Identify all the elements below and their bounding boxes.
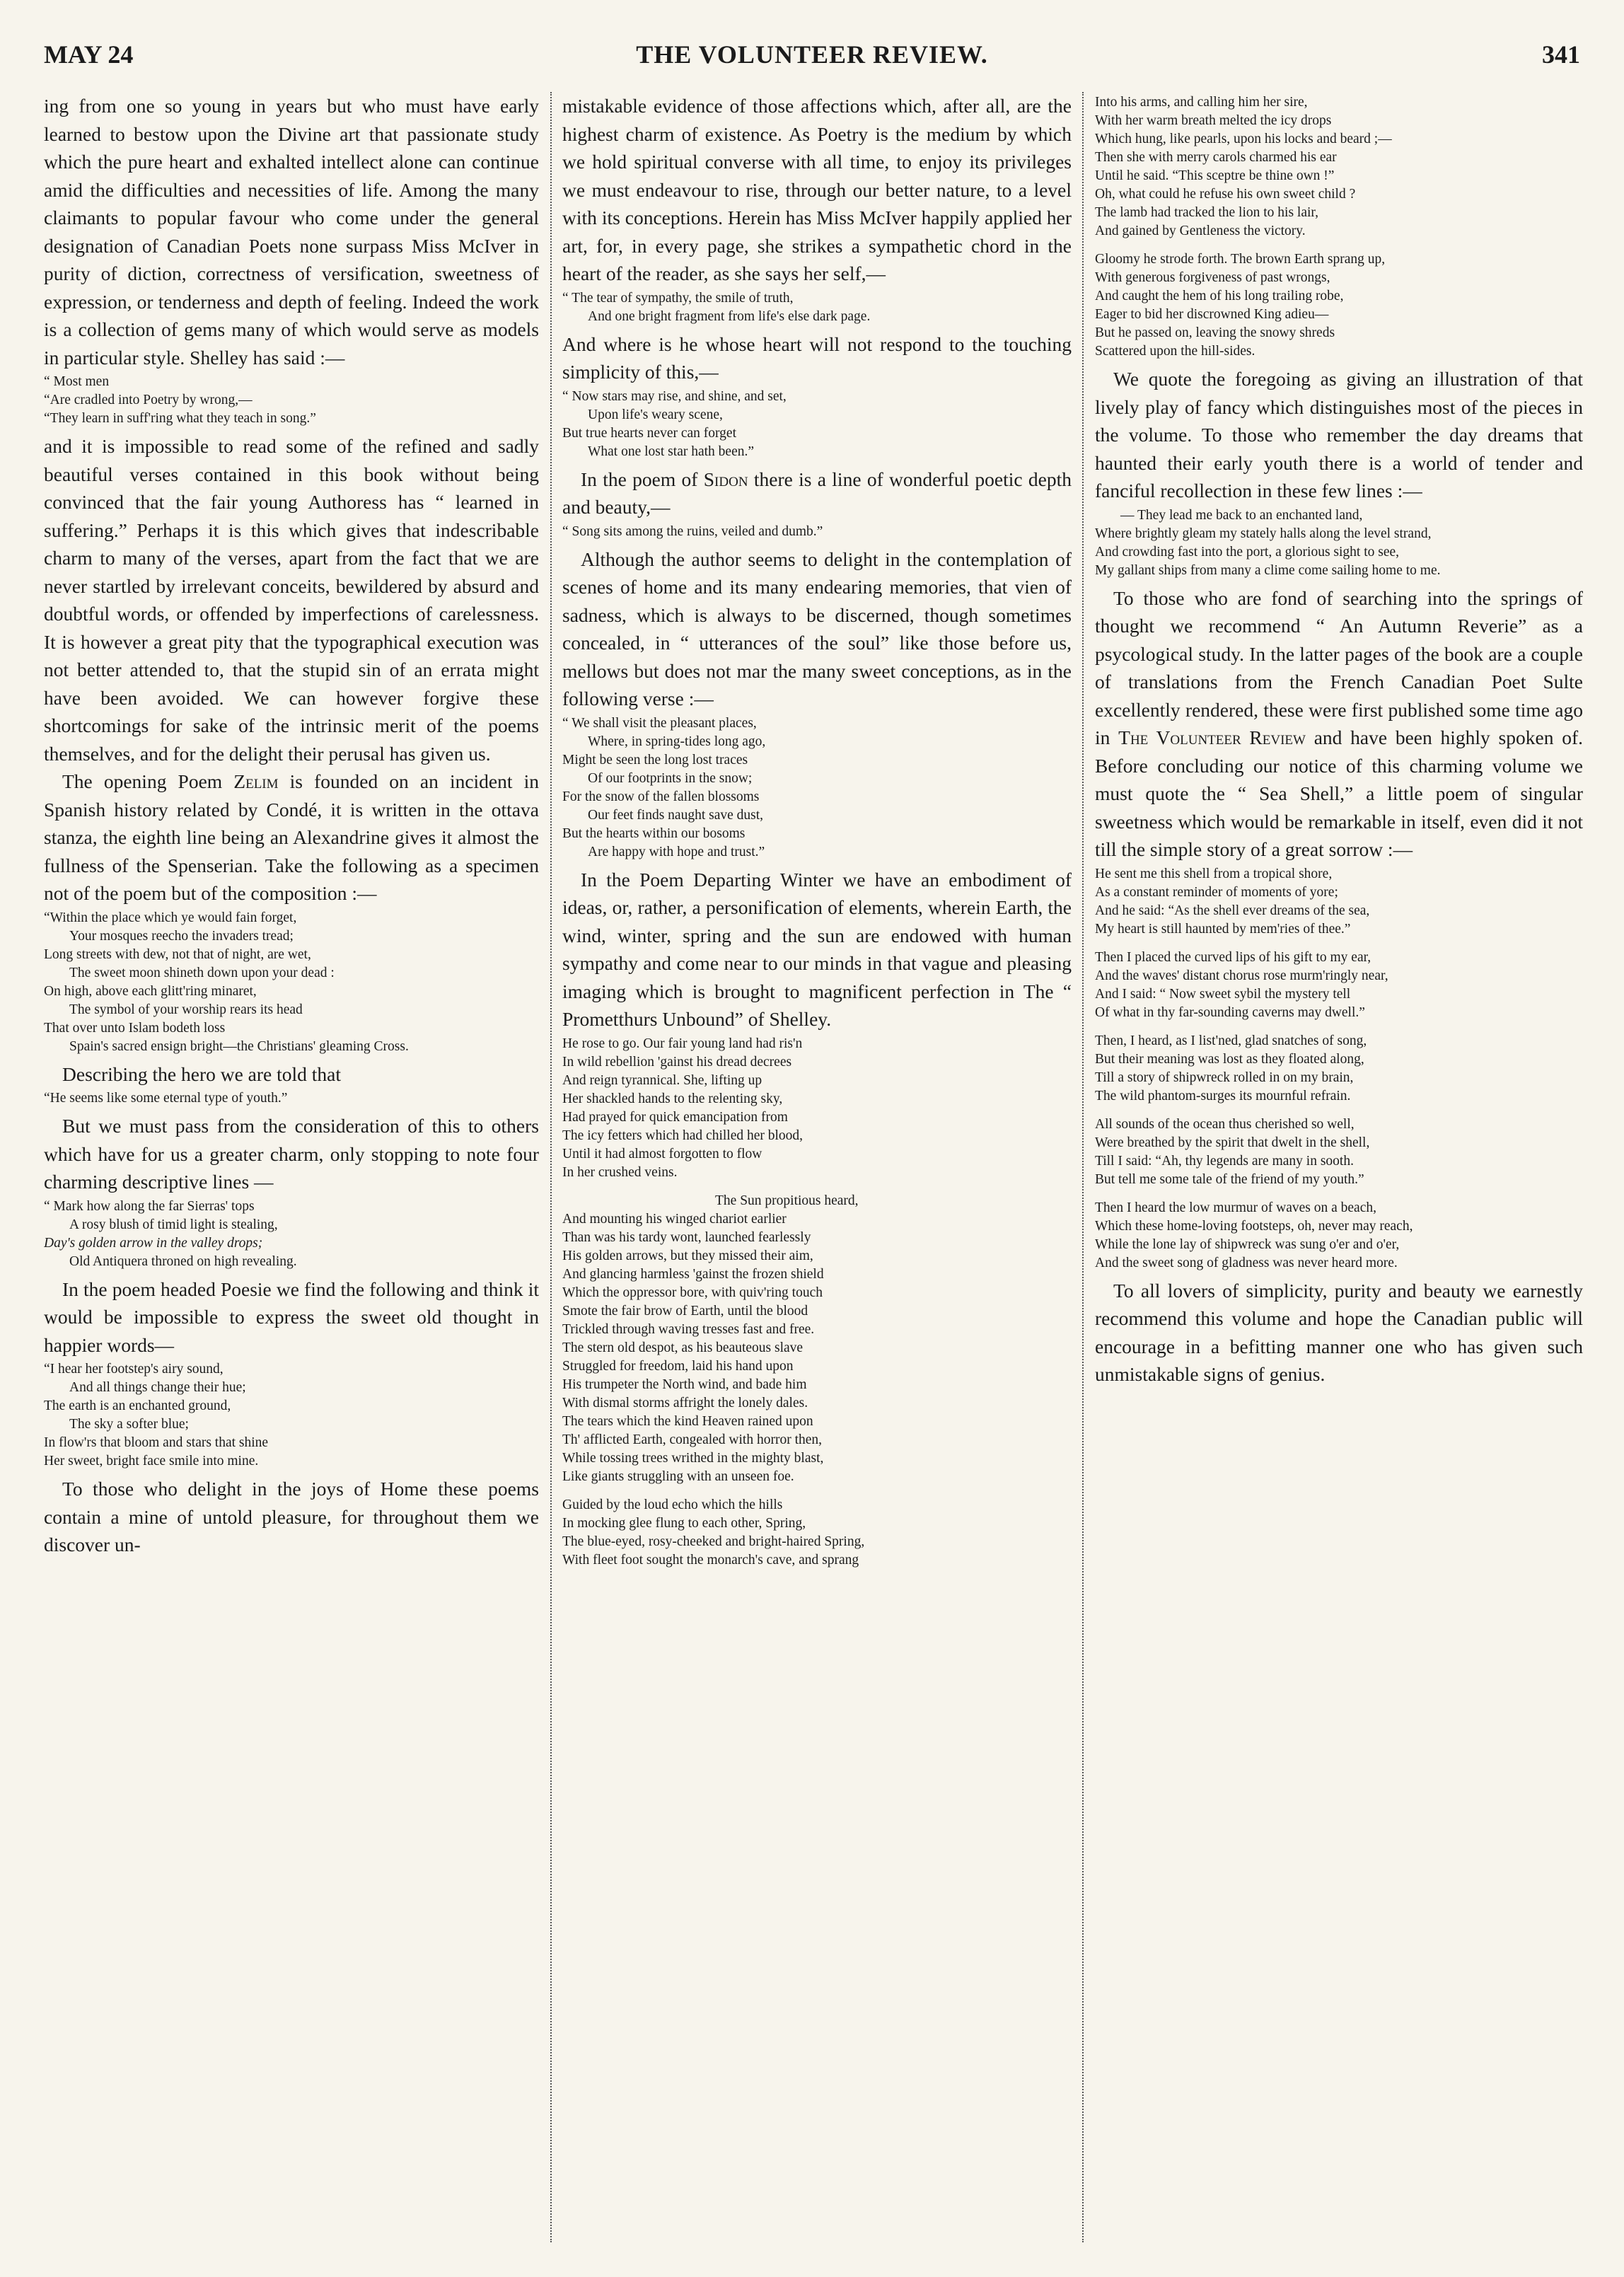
text-run: is founded on an incident in Spanish history related by Condé, it is written in the ottava stanza, the eighth line being an Alexandrine gives it almost the fullness of the Spenserian. Take the following as a specimen not of the poem but of the composition :— <box>44 770 539 904</box>
verse-line: Which hung, like pearls, upon his locks and beard ;— <box>1095 132 1392 146</box>
verse-line: And I said: “ Now sweet sybil the mystery tell <box>1095 986 1351 1002</box>
verse-line: The blue-eyed, rosy-cheeked and bright-haired Spring, <box>562 1534 865 1549</box>
verse-line: Then she with merry carols charmed his ear <box>1095 150 1337 165</box>
verse-line: For the snow of the fallen blossoms <box>562 789 760 804</box>
verse-line: “ Most men <box>44 374 110 389</box>
verse-line: And reign tyrannical. She, lifting up <box>562 1072 762 1088</box>
verse-line: With her warm breath melted the icy drops <box>1095 113 1332 128</box>
verse-line: Trickled through waving tresses fast and free. <box>562 1321 815 1337</box>
verse-line: On high, above each glitt'ring minaret, <box>44 983 257 999</box>
verse-quote <box>1095 949 1583 1022</box>
text-run: In the poem of <box>581 468 698 490</box>
verse-line: — They lead me back to an enchanted land, <box>1120 507 1363 523</box>
verse-quote <box>1095 506 1583 580</box>
verse-line: Eager to bid her discrowned King adieu— <box>1095 307 1329 322</box>
verse-line: “He seems like some eternal type of youth.” <box>44 1091 288 1106</box>
publication-name: The Volunteer Review <box>1118 726 1306 748</box>
verse-line: Upon life's weary scene, <box>588 407 723 422</box>
verse-line: Long streets with dew, not that of night, are wet, <box>44 946 311 962</box>
verse-line: Are happy with hope and trust.” <box>588 844 765 859</box>
verse-line: Where brightly gleam my stately halls along the level strand, <box>1095 526 1432 541</box>
verse-line: Of what in thy far-sounding caverns may dwell.” <box>1095 1004 1365 1020</box>
column-2 <box>562 92 1072 2249</box>
page-number: 341 <box>1542 40 1580 69</box>
verse-line: Then, I heard, as I list'ned, glad snatches of song, <box>1095 1033 1367 1048</box>
paragraph: ing from one so young in years but who must have early learned to bestow upon the Divine art that passionate study which the pure heart and exhalted intellect alone can continue amid the difficulties and necessities of life. Among the many claimants to popular favour who come under the general designation of Canadian Poets none surpass Miss McIver in purity of diction, correctness of versification, sweetness of expression, or tenderness and depth of feeling. Indeed the work is a collection of gems many of which would serve as models in particular style. Shelley has said :— <box>44 95 539 369</box>
verse-quote <box>44 1089 539 1108</box>
verse-line: Then I heard the low murmur of waves on a beach, <box>1095 1200 1376 1215</box>
verse-quote <box>44 909 539 1056</box>
verse-line: The icy fetters which had chilled her blood, <box>562 1128 804 1143</box>
verse-line: In flow'rs that bloom and stars that shine <box>44 1435 269 1450</box>
verse-line: That over unto Islam bodeth loss <box>44 1020 226 1036</box>
verse-line: Were breathed by the spirit that dwelt in the shell, <box>1095 1135 1370 1150</box>
paragraph: In the Poem Departing Winter we have an embodiment of ideas, or, rather, a personification of elements, wherein Earth, the wind, winter, spring and the sun are endowed with human sympathy and come near to our minds in that vague and pleasing imaging which is brought to magnificent perfection in The “ Prometthurs Unbound” of Shelley. <box>562 868 1072 1030</box>
verse-line: Till I said: “Ah, thy legends are many in sooth. <box>1095 1153 1354 1169</box>
verse-line: As a constant reminder of moments of yore; <box>1095 884 1338 900</box>
verse-line: With generous forgiveness of past wrongs, <box>1095 270 1330 285</box>
verse-line: And gained by Gentleness the victory. <box>1095 224 1306 238</box>
paragraph: We quote the foregoing as giving an illustration of that lively play of fancy which distinguishes most of the pieces in the volume. To those who remember the day dreams that haunted their early youth there is a world of tender and fanciful recollection in these few lines :— <box>1095 368 1583 502</box>
verse-line: With fleet foot sought the monarch's cave, and sprang <box>562 1552 859 1568</box>
verse-line: Day's golden arrow in the valley drops; <box>44 1235 263 1251</box>
text-run: The opening Poem <box>62 770 223 792</box>
verse-line: Scattered upon the hill-sides. <box>1095 344 1255 359</box>
verse-line: The symbol of your worship rears its head <box>69 1002 303 1017</box>
verse-quote <box>1095 1116 1583 1189</box>
column-rule <box>1082 92 1084 2242</box>
verse-quote <box>1095 250 1583 361</box>
verse-line: Which the oppressor bore, with quiv'ring touch <box>562 1285 823 1300</box>
verse-line: But true hearts never can forget <box>562 425 736 441</box>
verse-line: He rose to go. Our fair young land had ris'n <box>562 1036 803 1051</box>
verse-line: My gallant ships from many a clime come sailing home to me. <box>1095 562 1441 578</box>
paragraph: And where is he whose heart will not respond to the touching simplicity of this,— <box>562 332 1072 383</box>
paragraph: and it is impossible to read some of the refined and sadly beautiful verses contained in this book without being convinced that the fair young Authoress has “ learned in suffering.” Perhaps it is this which gives that indescribable charm to many of the verses, apart from the fact that we are never startled by irrelevant conceits, bewildered by absurd and doubtful words, or offended by imperfections of carelessness. It is however a great pity that the typographical execution was not better attended to, that the stupid sin of an errata might have been avoided. We can however forgive these shortcomings for sake of the intrinsic merit of the poems themselves, and for the delight their perusal has given us. <box>44 435 539 765</box>
poem-title: Sidon <box>703 468 748 490</box>
verse-quote <box>562 1192 1072 1486</box>
verse-line: “ Song sits among the ruins, veiled and dumb.” <box>562 523 823 539</box>
verse-line: “ Now stars may rise, and shine, and set, <box>562 388 787 404</box>
verse-line: Where, in spring-tides long ago, <box>588 734 766 749</box>
verse-quote <box>562 714 1072 862</box>
verse-line: The tears which the kind Heaven rained upon <box>562 1413 813 1429</box>
text-run: there is a line of wonderful poetic depth and beauty,— <box>562 468 1072 518</box>
verse-line: And the sweet song of gladness was never heard more. <box>1095 1255 1398 1270</box>
verse-line: Gloomy he strode forth. The brown Earth sprang up, <box>1095 252 1386 267</box>
paragraph: In the poem headed Poesie we find the following and think it would be impossible to express the sweet old thought in happier words— <box>44 1277 539 1356</box>
paragraph <box>562 465 1072 521</box>
verse-line: And mounting his winged chariot earlier <box>562 1211 787 1227</box>
verse-line: In wild rebellion 'gainst his dread decrees <box>562 1054 792 1070</box>
paragraph: To those who delight in the joys of Home these poems contain a mine of untold pleasure, for throughout them we discover un- <box>44 1478 539 1555</box>
verse-line: While the lone lay of shipwreck was sung o'er and o'er, <box>1095 1236 1400 1252</box>
paragraph: To all lovers of simplicity, purity and beauty we earnestly recommend this volume and hope the Canadian public will encourage in a befitting manner one who has given such unmistakable signs of genius. <box>1095 1279 1583 1385</box>
verse-line: Spain's sacred ensign bright—the Christians' gleaming Cross. <box>69 1038 409 1054</box>
verse-line: Than was his tardy wont, launched fearlessly <box>562 1229 811 1245</box>
paragraph: Although the author seems to delight in the contemplation of scenes of home and its many endearing memories, that vien of sadness, which is always to be discerned, though sometimes concealed, in “ utterances of the soul” like those before us, mellows but does not mar the many sweet conceptions, as in the following verse :— <box>562 547 1072 709</box>
verse-line: The stern old despot, as his beauteous slave <box>562 1340 804 1355</box>
verse-line: In her crushed veins. <box>562 1164 678 1180</box>
verse-line: And one bright fragment from life's else dark page. <box>588 308 871 324</box>
verse-line: The earth is an enchanted ground, <box>44 1398 231 1413</box>
verse-line: Which these home-loving footsteps, oh, never may reach, <box>1095 1218 1413 1234</box>
verse-line: The wild phantom-surges its mournful refrain. <box>1095 1088 1351 1103</box>
paragraph <box>44 767 539 908</box>
verse-line: A rosy blush of timid light is stealing, <box>69 1217 278 1232</box>
verse-line: Our feet finds naught save dust, <box>588 807 764 823</box>
verse-quote <box>562 1035 1072 1182</box>
verse-line: And crowding fast into the port, a glorious sight to see, <box>1095 544 1400 560</box>
verse-line: All sounds of the ocean thus cherished so well, <box>1095 1116 1355 1132</box>
verse-line: He sent me this shell from a tropical shore, <box>1095 866 1333 881</box>
verse-line: His trumpeter the North wind, and bade him <box>562 1377 807 1392</box>
verse-line: My heart is still haunted by mem'ries of thee.” <box>1095 921 1351 937</box>
verse-line: “ Mark how along the far Sierras' tops <box>44 1198 255 1214</box>
verse-quote <box>44 1360 539 1471</box>
verse-quote <box>1095 1032 1583 1106</box>
verse-line: “Are cradled into Poetry by wrong,— <box>44 393 253 407</box>
poem-title: Zelim <box>233 770 279 792</box>
verse-line: And the waves' distant chorus rose murm'ringly near, <box>1095 968 1388 983</box>
verse-line: Guided by the loud echo which the hills <box>562 1497 783 1512</box>
paragraph: Describing the hero we are told that <box>62 1062 342 1085</box>
verse-line: The Sun propitious heard, <box>715 1193 859 1208</box>
verse-line: “I hear her footstep's airy sound, <box>44 1362 224 1377</box>
paragraph: But we must pass from the consideration of this to others which have for us a greater charm, only stopping to note four charming descriptive lines — <box>44 1115 539 1193</box>
verse-quote <box>562 289 1072 326</box>
paragraph: mistakable evidence of those affections which, after all, are the highest charm of existence. As Poetry is the medium by which we hold spiritual converse with all time, to enjoy its privileges we must endeavour to rise, through our better nature, to a level with its conceptions. Herein has Miss McIver happily applied her art, for, in every page, she strikes a sympathetic chord in the heart of the reader, as she says her self,— <box>562 95 1072 284</box>
verse-line: But tell me some tale of the friend of my youth.” <box>1095 1171 1364 1187</box>
verse-line: Of our footprints in the snow; <box>588 770 753 786</box>
verse-line: And he said: “As the shell ever dreams of the sea, <box>1095 903 1370 918</box>
verse-line: In mocking glee flung to each other, Spring, <box>562 1515 806 1531</box>
verse-line: “ We shall visit the pleasant places, <box>562 715 757 731</box>
paragraph <box>1095 584 1583 864</box>
verse-line: “ The tear of sympathy, the smile of truth, <box>562 290 794 306</box>
verse-quote <box>1095 865 1583 939</box>
column-rule <box>550 92 552 2242</box>
verse-line: The sky a softer blue; <box>69 1417 189 1432</box>
verse-line: Then I placed the curved lips of his gift to my ear, <box>1095 949 1371 965</box>
text-run: and have been highly spoken of. Before concluding our notice of this charming volume we must quote the “ Sea Shell,” a little poem of singular sweetness which would be remarkable in itself, even did it not till the simple story of a great sorrow :— <box>1095 726 1583 860</box>
verse-quote <box>44 373 539 428</box>
verse-line: And caught the hem of his long trailing robe, <box>1095 289 1344 303</box>
page-header <box>44 40 1580 76</box>
verse-line: And glancing harmless 'gainst the frozen shield <box>562 1266 824 1282</box>
verse-quote <box>44 1198 539 1271</box>
verse-line: “They learn in suff'ring what they teach in song.” <box>44 411 316 426</box>
verse-line: Your mosques reecho the invaders tread; <box>69 928 294 944</box>
verse-line: Had prayed for quick emancipation from <box>562 1109 788 1125</box>
verse-line: Smote the fair brow of Earth, until the blood <box>562 1303 808 1319</box>
verse-line: And all things change their hue; <box>69 1380 246 1395</box>
verse-line: Like giants struggling with an unseen foe. <box>562 1468 794 1484</box>
verse-line: But their meaning was lost as they floated along, <box>1095 1051 1364 1067</box>
verse-line: Her shackled hands to the relenting sky, <box>562 1091 783 1106</box>
verse-line: But he passed on, leaving the snowy shreds <box>1095 325 1335 340</box>
verse-line: Oh, what could he refuse his own sweet child ? <box>1095 187 1356 202</box>
masthead-title: THE VOLUNTEER REVIEW. <box>636 40 988 69</box>
verse-line: Old Antiquera throned on high revealing. <box>69 1253 297 1269</box>
verse-line: The sweet moon shineth down upon your dead : <box>69 965 335 980</box>
verse-line: Into his arms, and calling him her sire, <box>1095 95 1308 110</box>
verse-line: His golden arrows, but they missed their aim, <box>562 1248 813 1263</box>
verse-line: While tossing trees writhed in the mighty blast, <box>562 1450 824 1466</box>
text-run: To those who are fond of searching into the springs of thought we recommend “ An Autumn Reverie” as a psycological study. In the latter pages of the book are a couple of translations from the French Canadian Poet Sulte excellently rendered, these were first published some time ago in <box>1095 586 1583 748</box>
column-3 <box>1095 92 1583 2249</box>
verse-line: Might be seen the long lost traces <box>562 752 748 767</box>
verse-line: Until he said. “This sceptre be thine own !” <box>1095 168 1335 183</box>
verse-line: What one lost star hath been.” <box>588 444 754 459</box>
verse-line: Th' afflicted Earth, congealed with horror then, <box>562 1432 823 1447</box>
issue-date: MAY 24 <box>44 40 134 69</box>
verse-quote <box>562 523 1072 541</box>
verse-line: But the hearts within our bosoms <box>562 825 746 841</box>
verse-quote <box>562 388 1072 461</box>
verse-line: The lamb had tracked the lion to his lair, <box>1095 205 1318 220</box>
column-1 <box>44 92 539 2249</box>
verse-line: Struggled for freedom, laid his hand upon <box>562 1358 794 1374</box>
verse-line: Her sweet, bright face smile into mine. <box>44 1454 259 1468</box>
verse-line: “Within the place which ye would fain forget, <box>44 910 297 925</box>
verse-line: Until it had almost forgotten to flow <box>562 1146 762 1161</box>
verse-quote <box>562 1496 1072 1570</box>
verse-quote <box>1095 93 1583 241</box>
verse-line: Till a story of shipwreck rolled in on my brain, <box>1095 1070 1354 1085</box>
verse-line: With dismal storms affright the lonely dales. <box>562 1395 808 1410</box>
verse-quote <box>1095 1199 1583 1273</box>
